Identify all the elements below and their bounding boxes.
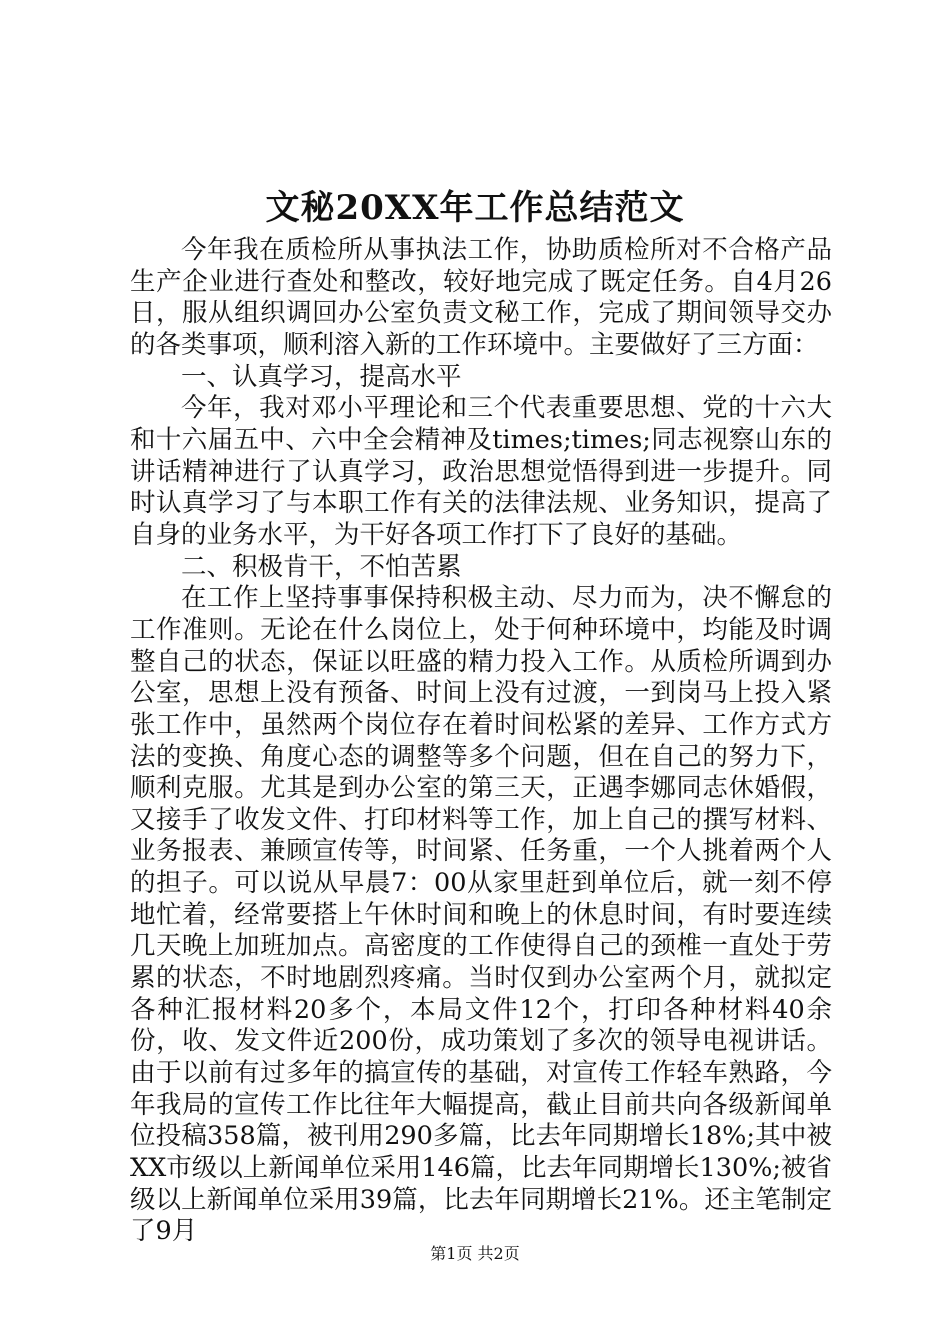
paragraph-intro: 今年我在质检所从事执法工作，协助质检所对不合格产品生产企业进行查处和整改，较好地完成了既定任务。自4月26日，服从组织调回办公室负责文秘工作，完成了期间领导交办的各类事项，顺利溶入新的工作环境中。主要做好了三方面： (130, 235, 832, 360)
section-heading-1: 一、认真学习，提高水平 (181, 361, 462, 392)
paragraph-study: 今年，我对邓小平理论和三个代表重要思想、党的十六大和十六届五中、六中全会精神及times;times;同志视察山东的讲话精神进行了认真学习，政治思想觉悟得到进一步提升。同时认真学习了与本职工作有关的法律法规、业务知识，提高了自身的业务水平，为干好各项工作打下了良好的基础。 (130, 393, 832, 550)
paragraph-work: 在工作上坚持事事保持积极主动、尽力而为，决不懈怠的工作准则。无论在什么岗位上，处于何种环境中，均能及时调整自己的状态，保证以旺盛的精力投入工作。从质检所调到办公室，思想上没有预备、时间上没有过渡，一到岗马上投入紧张工作中，虽然两个岗位存在着时间松紧的差异、工作方式方法的变换、角度心态的调整等多个问题，但在自己的努力下，顺利克服。尤其是到办公室的第三天，正遇李娜同志休婚假，又接手了收发文件、打印材料等工作，加上自己的撰写材料、业务报表、兼顾宣传等，时间紧、任务重，一个人挑着两个人的担子。可以说从早晨7：00从家里赶到单位后，就一刻不停地忙着，经常要搭上午休时间和晚上的休息时间，有时要连续几天晚上加班加点。高密度的工作使得自己的颈椎一直处于劳累的状态，不时地剧烈疼痛。当时仅到办公室两个月，就拟定各种汇报材料20多个，本局文件12个，打印各种材料40余份，收、发文件近200份，成功策划了多次的领导电视讲话。由于以前有过多年的搞宣传的基础，对宣传工作轻车熟路，今年我局的宣传工作比往年大幅提高，截止目前共向各级新闻单位投稿358篇，被刊用290多篇，比去年同期增长18%;其中被XX市级以上新闻单位采用146篇，比去年同期增长130%;被省级以上新闻单位采用39篇，比去年同期增长21%。还主笔制定了9月 (130, 583, 832, 1247)
document-title: 文秘20XX年工作总结范文 (265, 188, 685, 228)
section-heading-2: 二、积极肯干，不怕苦累 (181, 551, 462, 582)
document-body (130, 235, 832, 1248)
page-footer: 第1页 共2页 (430, 1244, 520, 1263)
